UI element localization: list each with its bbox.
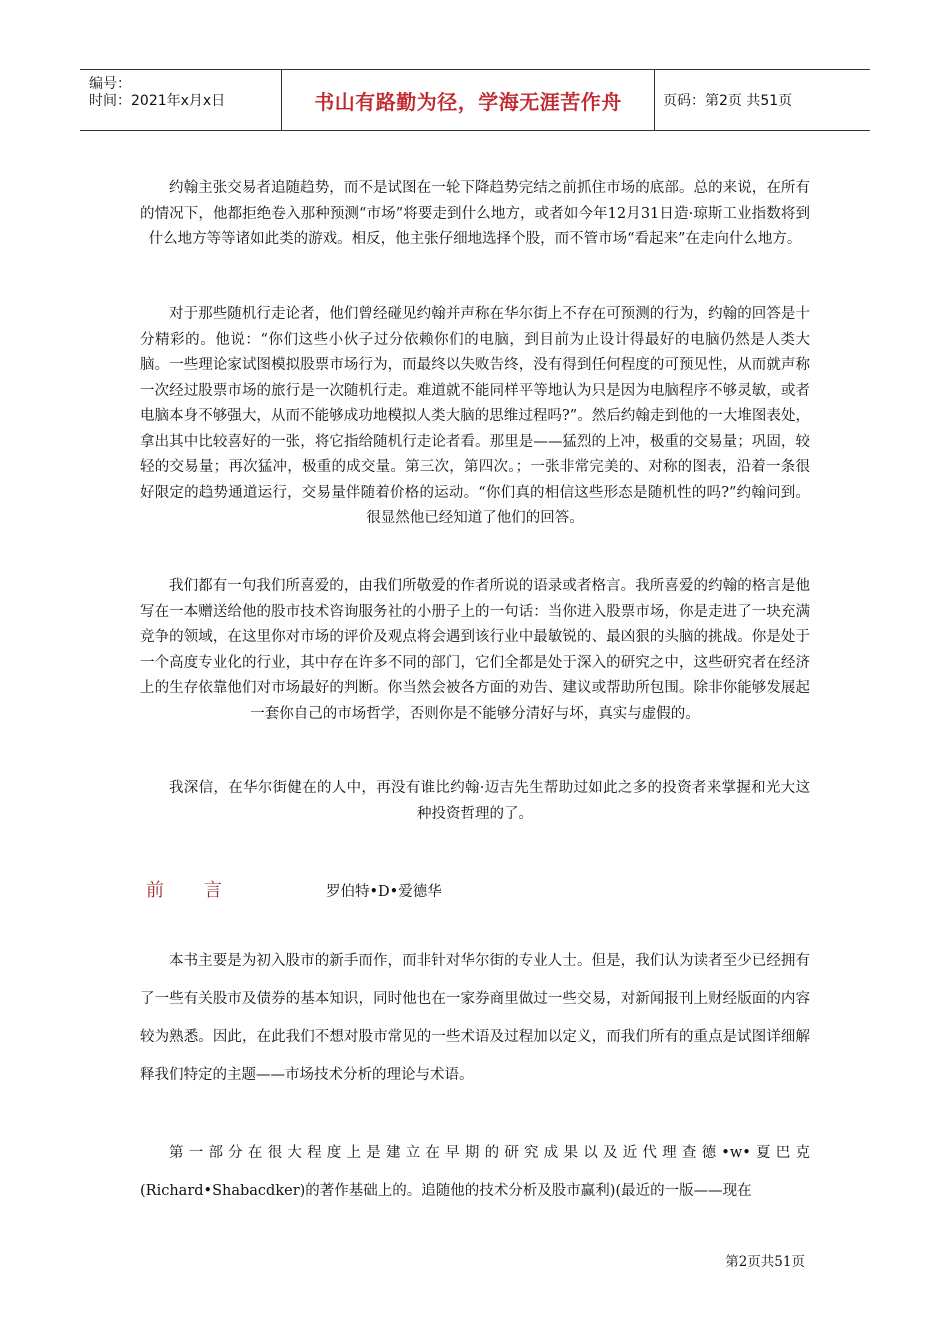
body-paragraph: 我们都有一句我们所喜爱的，由我们所敬爱的作者所说的语录或者格言。我所喜爱的约翰的格言是他写在一本赠送给他的股市技术咨询服务社的小册子上的一句话：当你进入股票市场，你是走进了一块充满竞争的领域，在这里你对市场的评价及观点将会遇到该行业中最敏锐的、最凶狠的头脑的挑战。你是处于一个高度专业化的行业，其中存在许多不同的部门，它们全都是处于深入的研究之中，这些研究者在经济上的生存依靠他们对市场最好的判断。你当然会被各方面的劝告、建议或帮助所包围。除非你能够发展起一套你自己的市场哲学，否则你是不能够分清好与坏，真实与虚假的。 [140,578,810,722]
preface-title: 前言 [146,880,262,901]
preface-paragraph-2-block [140,1134,810,1210]
body-paragraph-4-block [140,776,810,827]
preface-paragraph-1-block [140,942,810,1094]
body-paragraph-2-block [140,302,810,532]
preface-heading-row [146,876,442,902]
header-page-code: 页码：第2页 共51页 [663,93,793,109]
header-motto: 书山有路勤为径，学海无涯苦作舟 [314,89,622,114]
header-page-cell [655,70,870,130]
body-paragraph: 对于那些随机行走论者，他们曾经碰见约翰并声称在华尔街上不存在可预测的行为，约翰的回答是十分精彩的。他说：“你们这些小伙子过分依赖你们的电脑，到目前为止设计得最好的电脑仍然是人类大脑。一些理论家试图模拟股票市场行为，而最终以失败告终，没有得到任何程度的可预见性，从而就声称一次经过股票市场的旅行是一次随机行走。难道就不能同样平等地认为只是因为电脑程序不够灵敏，或者电脑本身不够强大，从而不能够成功地模拟人类大脑的思维过程吗?”。然后约翰走到他的一大堆图表处，拿出其中比较喜好的一张，将它指给随机行走论者看。那里是——猛烈的上冲，极重的交易量；巩固，较轻的交易量；再次猛冲，极重的成交量。第三次，第四次。；一张非常完美的、对称的图表，沿着一条很好限定的趋势通道运行，交易量伴随着价格的运动。“你们真的相信这些形态是随机性的吗?”约翰问到。很显然他已经知道了他们的回答。 [140,306,810,526]
document-number-label: 编号： [89,76,131,92]
body-paragraph: 约翰主张交易者追随趋势，而不是试图在一轮下降趋势完结之前抓住市场的底部。总的来说，在所有的情况下，他都拒绝卷入那种预测“市场”将要走到什么地方，或者如今年12月31日造·琼斯工业指数将到什么地方等等诸如此类的游戏。相反，他主张仔细地选择个股，而不管市场“看起来”在走向什么地方。 [140,180,810,247]
page-footer: 第2页共51页 [725,1254,805,1270]
body-paragraph: 我深信，在华尔街健在的人中，再没有谁比约翰·迈吉先生帮助过如此之多的投资者来掌握和光大这种投资哲理的了。 [169,780,810,822]
body-paragraph-3-block [140,574,810,727]
preface-paragraph: 本书主要是为初入股市的新手而作，而非针对华尔街的专业人士。但是，我们认为读者至少已经拥有了一些有关股市及债券的基本知识，同时他也在一家券商里做过一些交易，对新闻报刊上财经版面的内容较为熟悉。因此，在此我们不想对股市常见的一些术语及过程加以定义，而我们所有的重点是试图详细解释我们特定的主题——市场技术分析的理论与术语。 [140,953,810,1083]
document-header [80,69,870,131]
document-date-label: 时间：2021年x月x日 [89,93,226,109]
preface-author: 罗伯特•D•爱德华 [326,884,442,900]
header-meta-cell [80,70,282,130]
header-motto-cell [282,70,655,130]
body-paragraph-1-block [140,176,810,253]
preface-paragraph: 第一部分在很大程度上是建立在早期的研究成果以及近代理查德•w•夏巴克(Richard•Shabacdker)的著作基础上的。追随他的技术分析及股市赢利)(最近的一版——现在 [140,1145,810,1199]
